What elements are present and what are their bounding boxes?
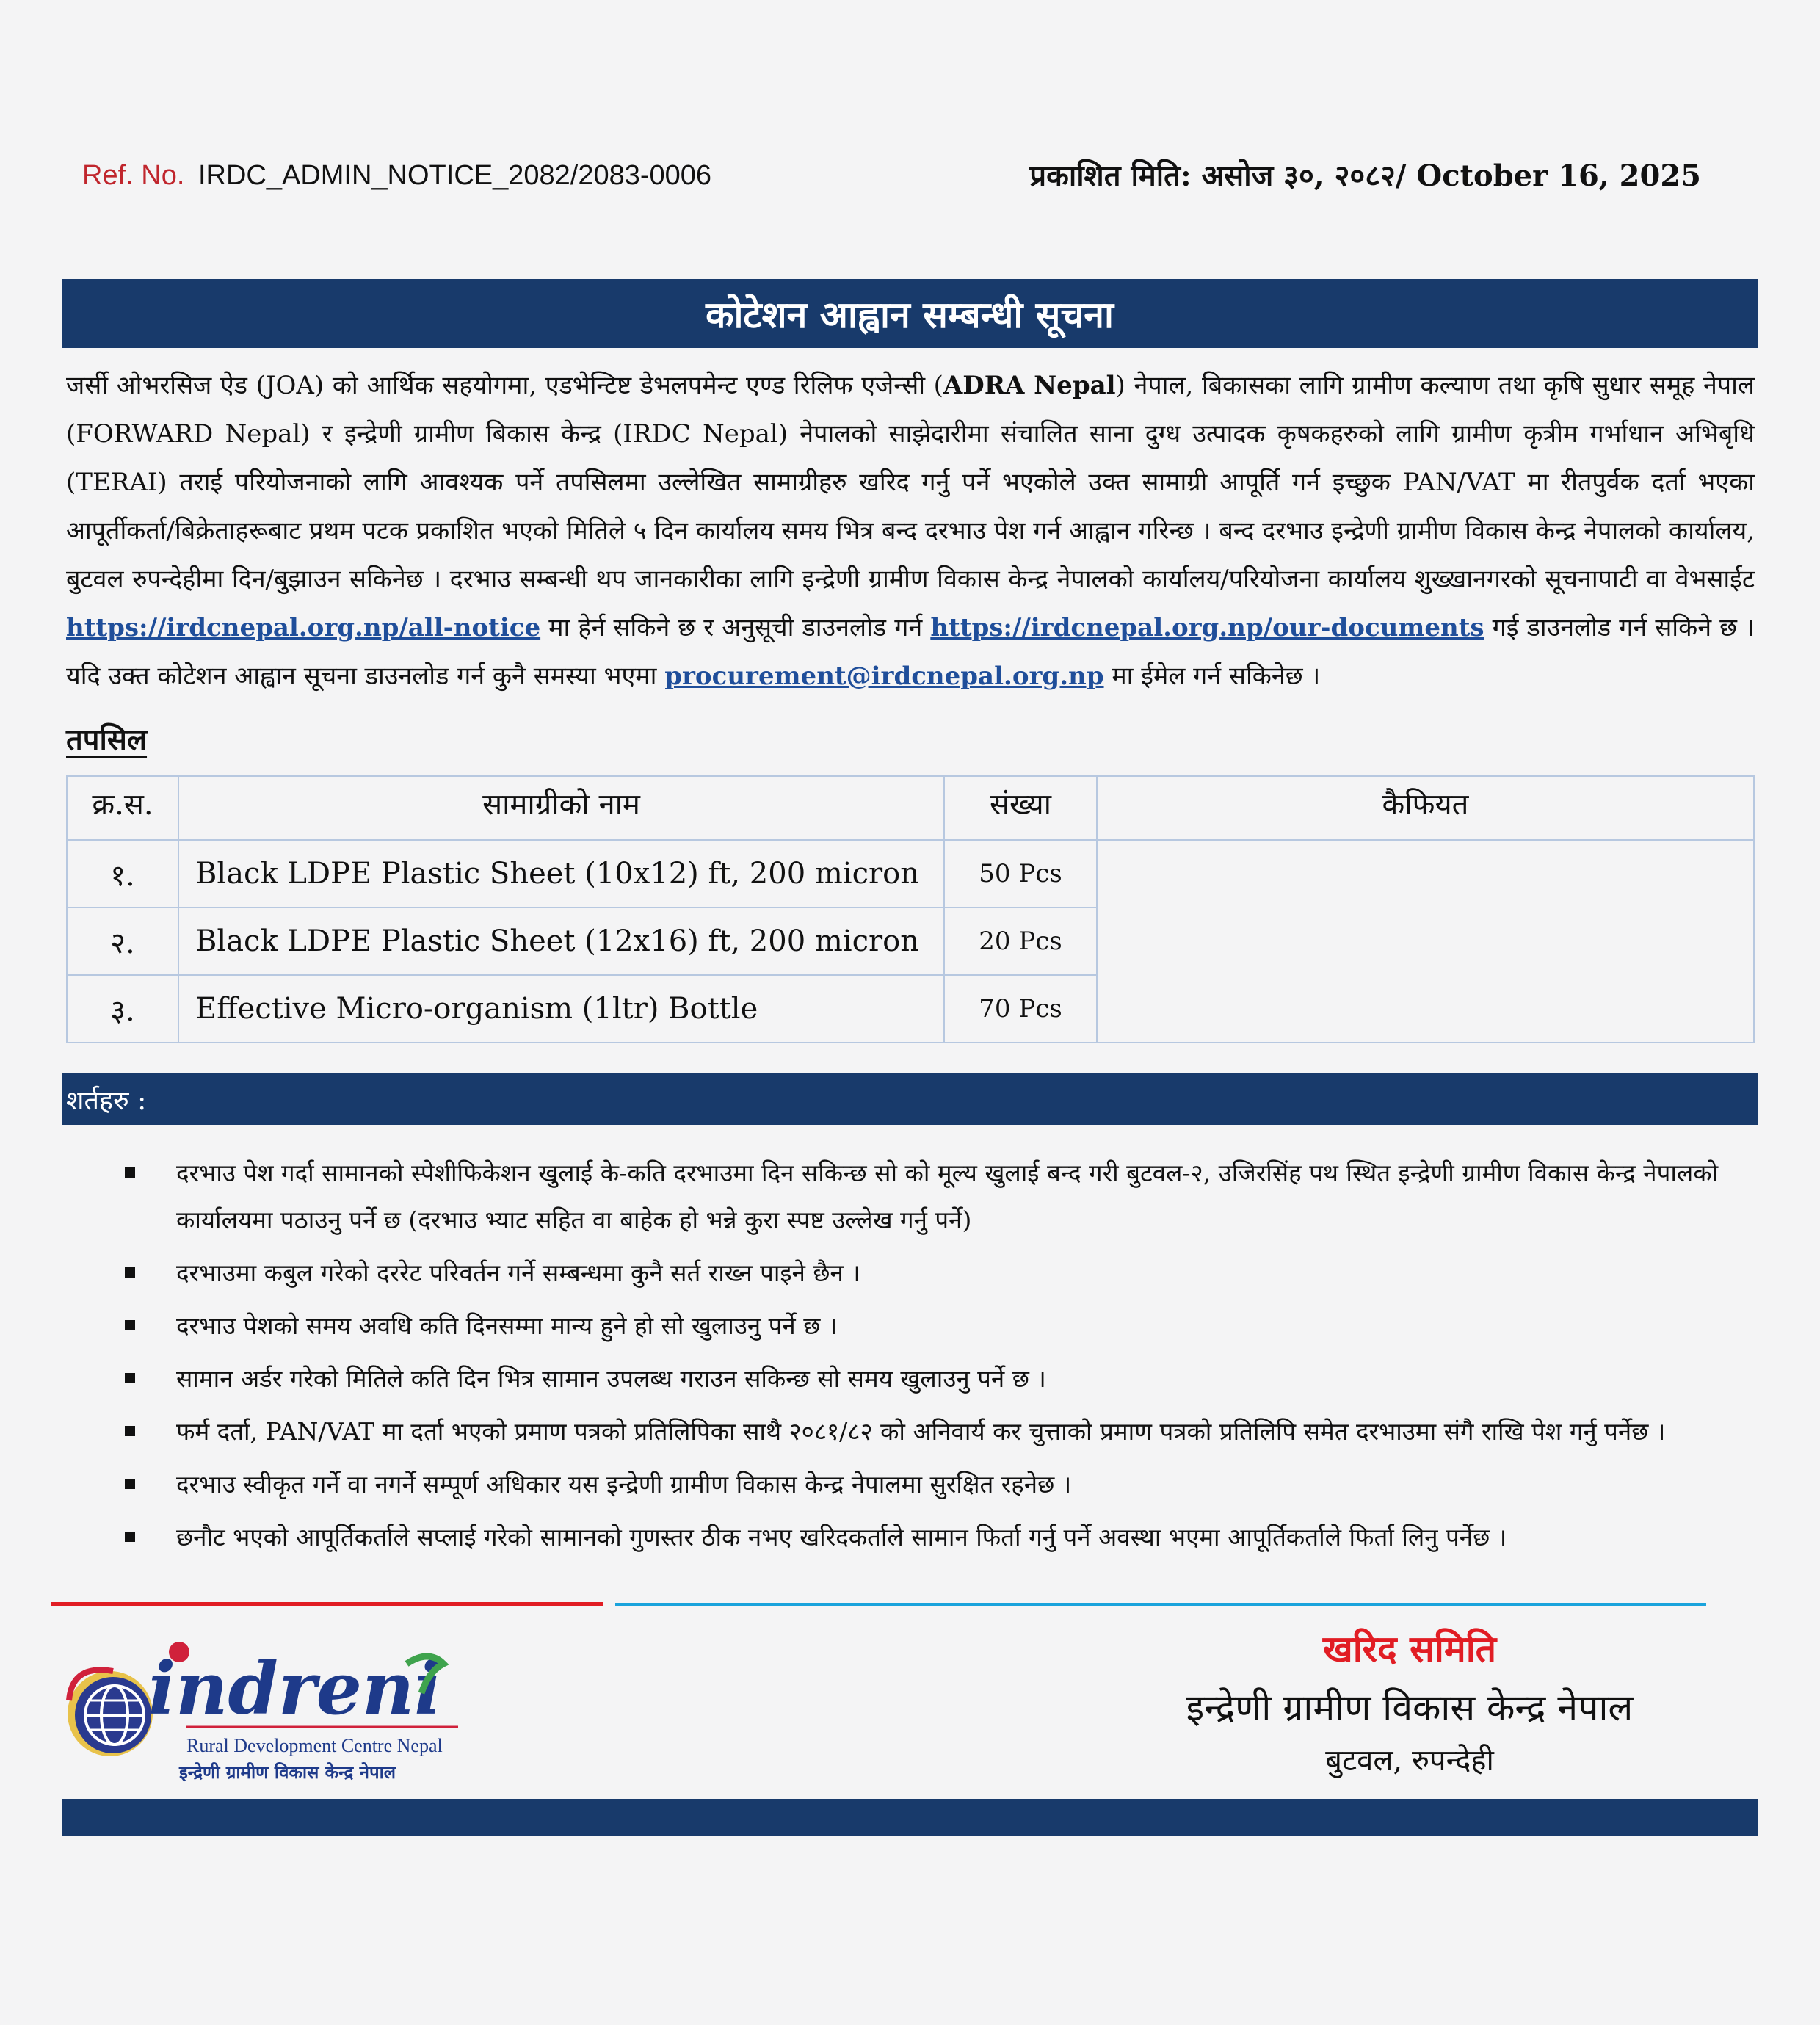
list-item: [117, 1461, 1756, 1508]
organization-name: इन्द्रेणी ग्रामीण विकास केन्द्र नेपाल: [1186, 1687, 1634, 1729]
row-quantity: 20 Pcs: [944, 908, 1097, 975]
condition-text: सामान अर्डर गरेको मितिले कति दिन भित्र सामान उपलब्ध गराउन सकिन्छ सो समय खुलाउनु पर्ने छ ।: [176, 1364, 1046, 1393]
adra-nepal-text: ADRA Nepal: [943, 371, 1116, 400]
conditions-heading: शर्तहरु :: [66, 1085, 147, 1116]
ref-value: IRDC_ADMIN_NOTICE_2082/2083-0006: [197, 160, 712, 191]
list-item: [117, 1150, 1756, 1244]
table-row: [67, 840, 1754, 908]
list-item: [117, 1355, 1756, 1402]
bullet-icon: [125, 1267, 135, 1278]
condition-text: दरभाउ स्वीकृत गर्ने वा नगर्ने सम्पूर्ण अधिकार यस इन्द्रेणी ग्रामीण विकास केन्द्र नेपालमा सुरक्षित रहनेछ ।: [176, 1470, 1072, 1499]
header-qty: संख्या: [944, 776, 1097, 840]
header-sn: क्र.स.: [67, 776, 178, 840]
indreni-logo: [62, 1634, 473, 1789]
remarks-cell: [1097, 840, 1754, 1043]
items-table: [66, 775, 1755, 1043]
intro-paragraph: [66, 361, 1755, 700]
row-quantity: 70 Pcs: [944, 975, 1097, 1043]
row-item-name: Black LDPE Plastic Sheet (12x16) ft, 200 micron: [178, 908, 944, 975]
header-name: सामाग्रीको नाम: [178, 776, 944, 840]
reference-number: [82, 160, 711, 192]
logo-wordmark: indreni: [148, 1647, 442, 1731]
row-quantity: 50 Pcs: [944, 840, 1097, 908]
logo-subtitle-np: इन्द्रेणी ग्रामीण विकास केन्द्र नेपाल: [179, 1761, 396, 1783]
condition-text: दरभाउ पेश गर्दा सामानको स्पेशीफिकेशन खुलाई के-कति दरभाउमा दिन सकिन्छ सो को मूल्य खुलाई बन्द गरी बुटवल-२, उजिरसिंह पथ स्थित इन्द्रेणी ग्रामीण विकास केन्द्र नेपालको कार्यालयमा पठाउनु पर्ने छ (दरभाउ भ्याट सहित वा बाहेक हो भन्ने कुरा स्पष्ट उल्लेख गर्नु पर्ने): [176, 1159, 1719, 1234]
bullet-icon: [125, 1479, 135, 1489]
intro-text-5: मा ईमेल गर्न सकिनेछ ।: [1103, 662, 1321, 691]
conditions-bar: [62, 1073, 1758, 1125]
purchase-committee: खरिद समिति: [1322, 1627, 1497, 1670]
signature-block: [1145, 1623, 1674, 1779]
condition-text: दरभाउमा कबुल गरेको दररेट परिवर्तन गर्ने सम्बन्धमा कुनै सर्त राख्न पाइने छैन ।: [176, 1258, 860, 1287]
divider-blue: [615, 1603, 1706, 1606]
notice-title: कोटेशन आह्वान सम्बन्धी सूचना: [706, 293, 1114, 336]
condition-text: फर्म दर्ता, PAN/VAT मा दर्ता भएको प्रमाण पत्रको प्रतिलिपिका साथै २०८१/८२ को अनिवार्य कर चुत्ताको प्रमाण पत्रको प्रतिलिपि समेत दरभाउमा संगै राखि पेश गर्नु पर्नेछ ।: [176, 1417, 1666, 1446]
our-documents-link[interactable]: https://irdcnepal.org.np/our-documents: [930, 613, 1484, 642]
row-sn: ३.: [67, 975, 178, 1043]
bullet-icon: [125, 1426, 135, 1436]
row-item-name: Black LDPE Plastic Sheet (10x12) ft, 200 micron: [178, 840, 944, 908]
organization-location: बुटवल, रुपन्देही: [1325, 1744, 1494, 1778]
intro-text-1: जर्सी ओभरसिज ऐड (JOA) को आर्थिक सहयोगमा, एडभेन्टिष्ट डेभलपमेन्ट एण्ड रिलिफ एजेन्सी (: [66, 371, 943, 400]
all-notice-link[interactable]: https://irdcnepal.org.np/all-notice: [66, 613, 541, 642]
row-item-name: Effective Micro-organism (1ltr) Bottle: [178, 975, 944, 1043]
globe-icon: [68, 1670, 153, 1756]
notice-title-bar: [62, 279, 1758, 348]
tapasil-heading: तपसिल: [66, 722, 148, 757]
logo-subtitle-en: Rural Development Centre Nepal: [186, 1735, 443, 1756]
list-item: [117, 1514, 1756, 1561]
condition-text: दरभाउ पेशको समय अवधि कति दिनसम्मा मान्य हुने हो सो खुलाउनु पर्ने छ ।: [176, 1311, 838, 1340]
list-item: [117, 1303, 1756, 1350]
row-sn: २.: [67, 908, 178, 975]
procurement-email-link[interactable]: procurement@irdcnepal.org.np: [664, 662, 1104, 691]
table-header-row: [67, 776, 1754, 840]
bullet-icon: [125, 1167, 135, 1178]
header-remarks: कैफियत: [1097, 776, 1754, 840]
intro-text-3: मा हेर्न सकिने छ र अनुसूची डाउनलोड गर्न: [540, 613, 931, 642]
ref-label: Ref. No.: [82, 160, 185, 191]
intro-text-4: गई डाउनलोड गर्न सकिने छ । यदि उक्त कोटेशन आह्वान सूचना डाउनलोड गर्न कुनै समस्या भएमा: [66, 613, 1755, 691]
intro-text-2: ) नेपाल, बिकासका लागि ग्रामीण कल्याण तथा कृषि सुधार समूह नेपाल (FORWARD Nepal) र इन्द्रेणी ग्रामीण बिकास केन्द्र (IRDC Nepal) नेपालको साझेदारीमा संचालित साना दुग्ध उत्पादक कृषकहरुको लागि ग्रामीण कृत्रीम गर्भाधान अभिबृधि (TERAI) तराई परियोजनाको लागि आवश्यक पर्ने तपसिलमा उल्लेखित सामाग्रीहरु खरिद गर्नु पर्ने भएकोले उक्त सामाग्री आपूर्ति गर्न इच्छुक PAN/VAT मा रीतपुर्वक दर्ता भएका आपूर्तीकर्ता/बिक्रेताहरूबाट प्रथम पटक प्रकाशित भएको मितिले ५ दिन कार्यालय समय भित्र बन्द दरभाउ पेश गर्न आह्वान गरिन्छ । बन्द दरभाउ इन्द्रेणी ग्रामीण विकास केन्द्र नेपालको कार्यालय, बुटवल रुपन्देहीमा दिन/बुझाउन सकिनेछ । दरभाउ सम्बन्धी थप जानकारीका लागि इन्द्रेणी ग्रामीण विकास केन्द्र नेपालको कार्यालय/परियोजना कार्यालय शुख्खानगरको सूचनापाटी वा वेभसाईट: [66, 371, 1755, 594]
footer-bar: [62, 1799, 1758, 1836]
divider-red: [51, 1602, 603, 1606]
conditions-list: [117, 1150, 1756, 1567]
bullet-icon: [125, 1320, 135, 1330]
condition-text: छनौट भएको आपूर्तिकर्ताले सप्लाई गरेको सामानको गुणस्तर ठीक नभए खरिदकर्ताले सामान फिर्ता गर्नु पर्ने अवस्था भएमा आपूर्तिकर्ताले फिर्ता लिनु पर्नेछ ।: [176, 1523, 1507, 1551]
list-item: [117, 1408, 1756, 1455]
bullet-icon: [125, 1532, 135, 1542]
published-date: प्रकाशित मिति: असोज ३०, २०८२/ October 16, 2025: [1029, 159, 1701, 193]
bullet-icon: [125, 1373, 135, 1383]
list-item: [117, 1250, 1756, 1297]
row-sn: १.: [67, 840, 178, 908]
